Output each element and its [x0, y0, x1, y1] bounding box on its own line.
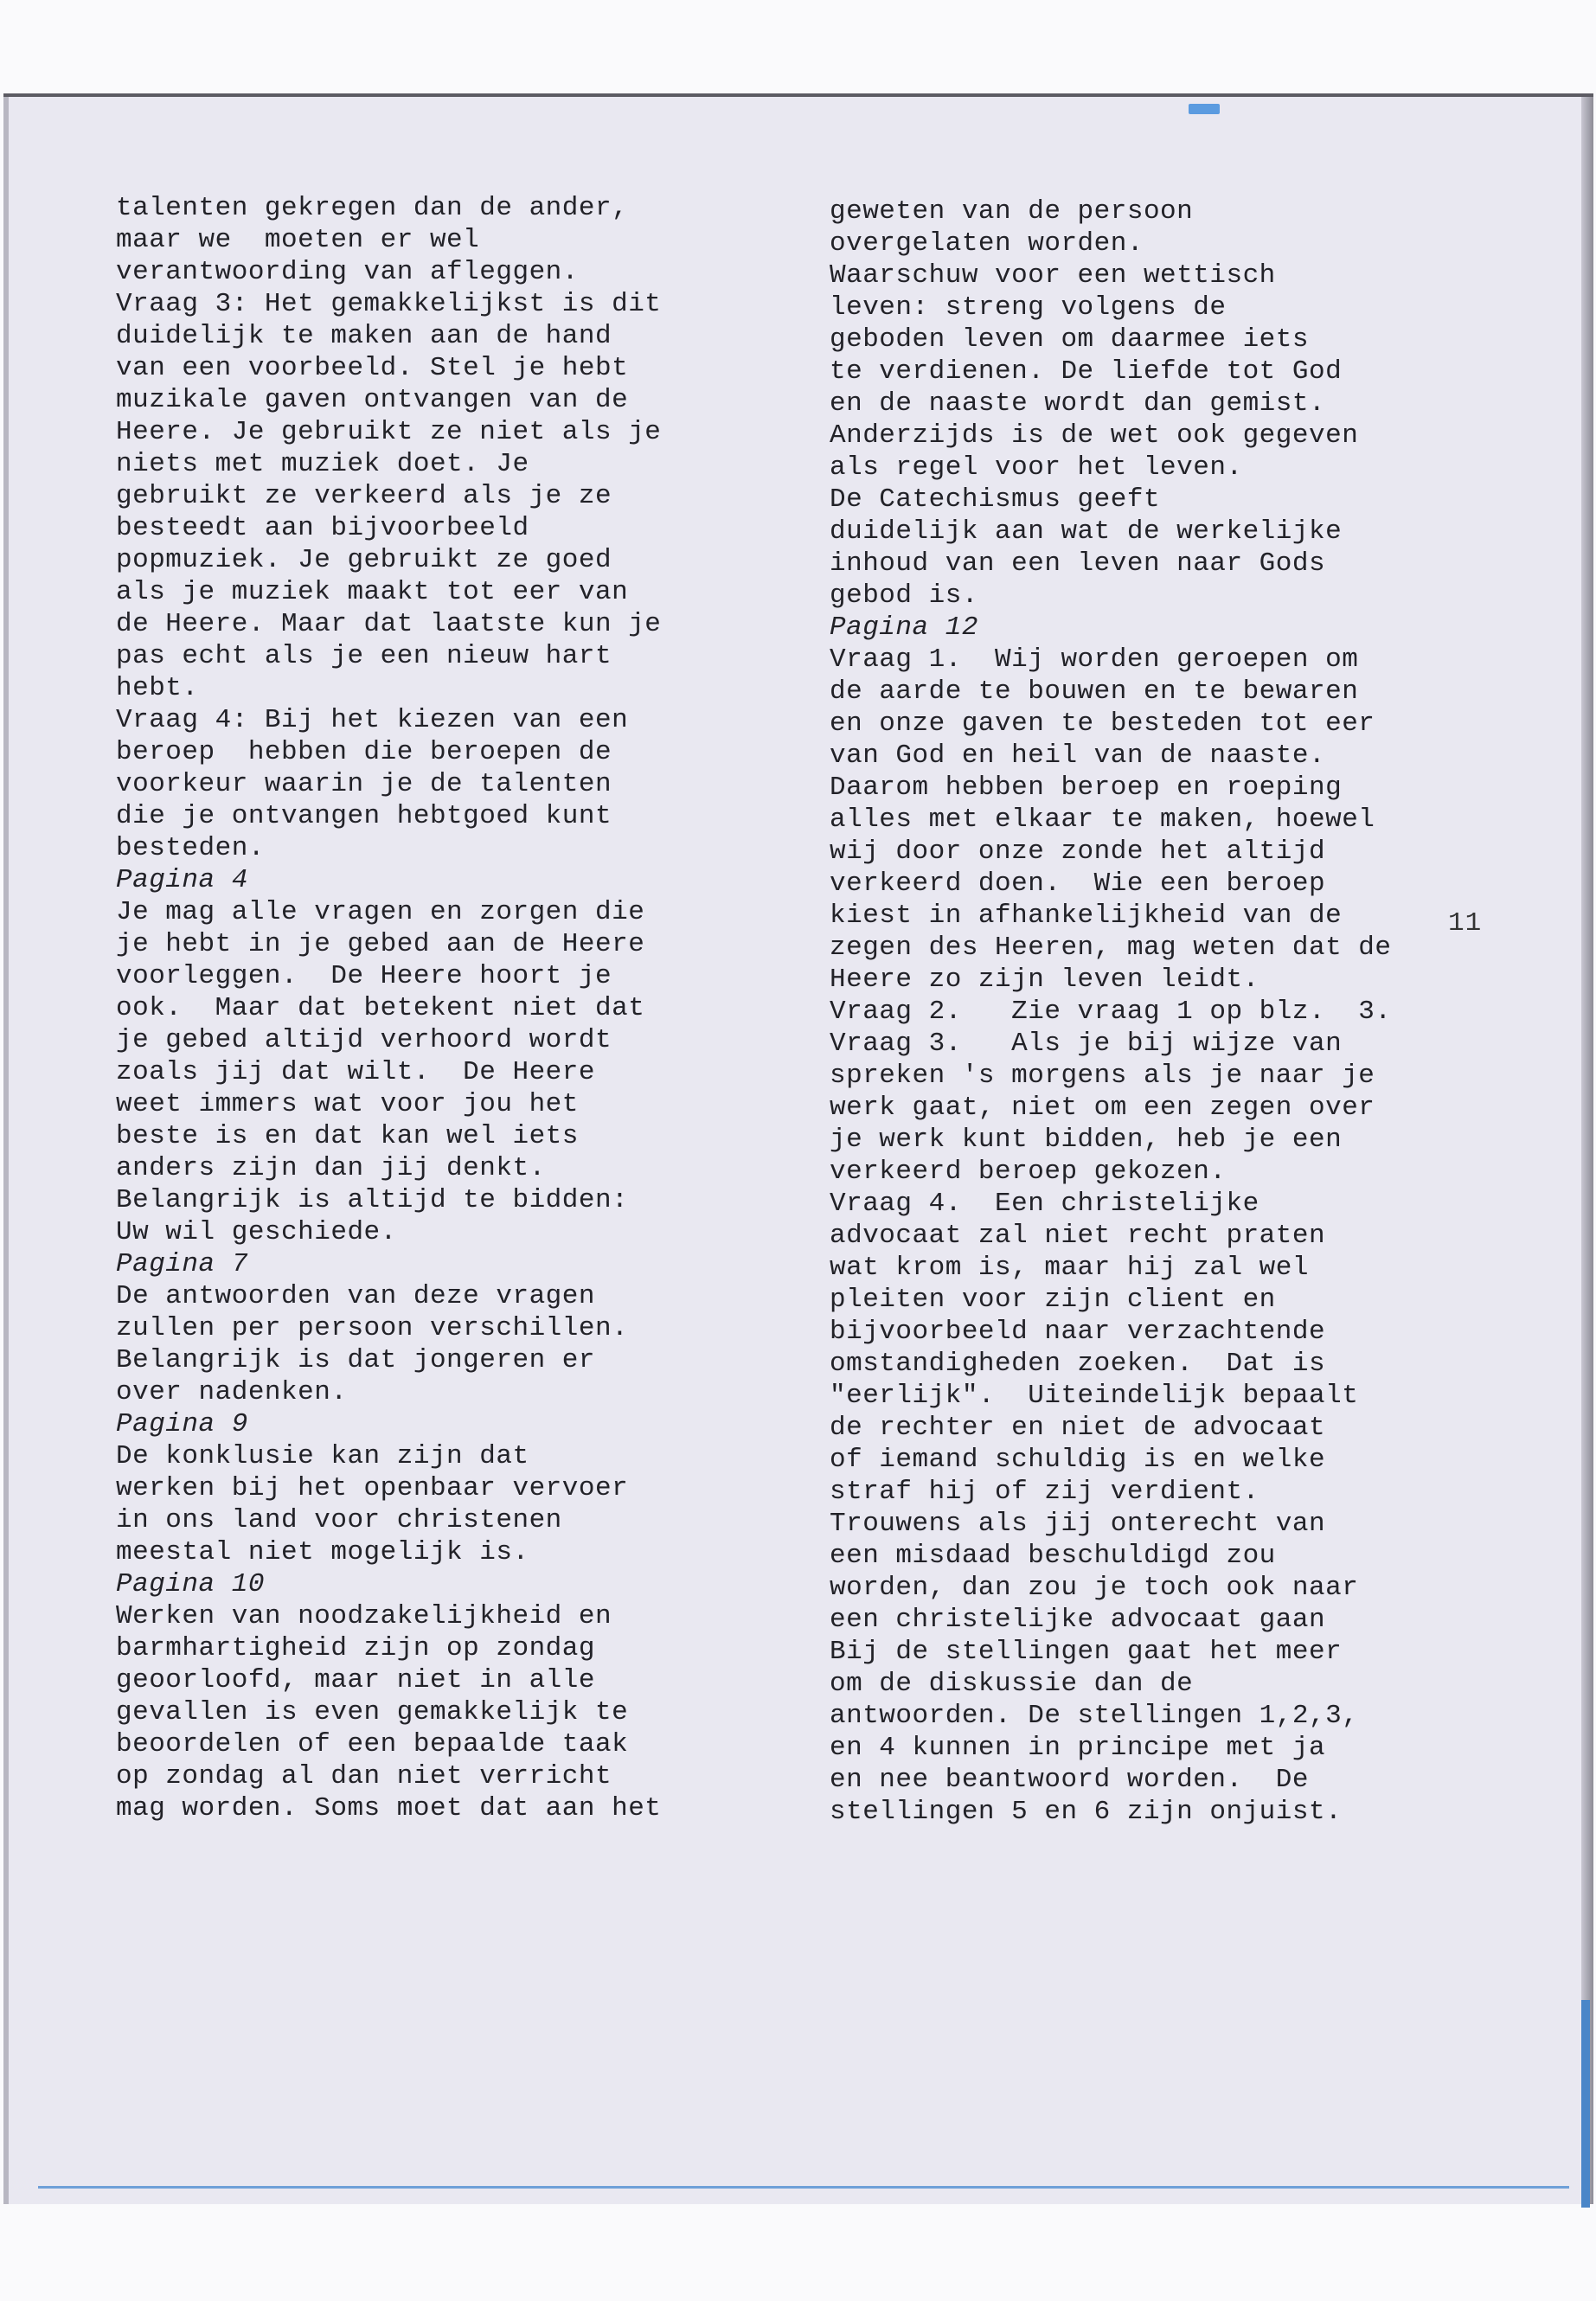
text-line: Bij de stellingen gaat het meer	[830, 1637, 1343, 1667]
text-line: advocaat zal niet recht praten	[830, 1221, 1326, 1251]
page-number: 11	[1448, 908, 1483, 939]
text-line: De antwoorden van deze vragen	[116, 1281, 595, 1311]
text-line: antwoorden. De stellingen 1,2,3,	[830, 1701, 1359, 1731]
text-line: hebt.	[116, 673, 199, 703]
section-heading: Pagina 7	[116, 1249, 248, 1279]
text-line: besteden.	[116, 833, 265, 863]
text-line: gevallen is even gemakkelijk te	[116, 1697, 629, 1727]
text-line: spreken 's morgens als je naar je	[830, 1061, 1375, 1091]
document-page	[3, 93, 1593, 2204]
text-line: zoals jij dat wilt. De Heere	[116, 1057, 595, 1087]
text-line: stellingen 5 en 6 zijn onjuist.	[830, 1797, 1343, 1827]
text-line: popmuziek. Je gebruikt ze goed	[116, 545, 612, 575]
text-line: in ons land voor christenen	[116, 1505, 562, 1535]
text-line: voorkeur waarin je de talenten	[116, 769, 612, 799]
text-line: niets met muziek doet. Je	[116, 449, 529, 479]
text-line: Vraag 1. Wij worden geroepen om	[830, 644, 1359, 675]
text-line: maar we moeten er wel	[116, 225, 480, 255]
text-line: verantwoording van afleggen.	[116, 257, 579, 287]
text-line: Werken van noodzakelijkheid en	[116, 1601, 612, 1631]
text-line: Heere. Je gebruikt ze niet als je	[116, 417, 662, 447]
text-line: Belangrijk is altijd te bidden:	[116, 1185, 629, 1215]
text-line: Daarom hebben beroep en roeping	[830, 772, 1343, 803]
text-line: geoorloofd, maar niet in alle	[116, 1665, 595, 1695]
text-line: Trouwens als jij onterecht van	[830, 1509, 1326, 1539]
text-line: inhoud van een leven naar Gods	[830, 548, 1326, 579]
text-line: duidelijk te maken aan de hand	[116, 321, 612, 351]
text-line: straf hij of zij verdient.	[830, 1477, 1259, 1507]
text-line: omstandigheden zoeken. Dat is	[830, 1349, 1326, 1379]
section-heading: Pagina 10	[116, 1569, 265, 1599]
text-line: je hebt in je gebed aan de Heere	[116, 929, 645, 959]
text-line: worden, dan zou je toch ook naar	[830, 1573, 1359, 1603]
text-line: werken bij het openbaar vervoer	[116, 1473, 629, 1503]
text-line: De konklusie kan zijn dat	[116, 1441, 529, 1471]
text-line: pas echt als je een nieuw hart	[116, 641, 612, 671]
text-line: die je ontvangen hebtgoed kunt	[116, 801, 612, 831]
text-line: "eerlijk". Uiteindelijk bepaalt	[830, 1381, 1359, 1411]
section-heading: Pagina 12	[830, 612, 978, 643]
text-line: ook. Maar dat betekent niet dat	[116, 993, 645, 1023]
text-line: Belangrijk is dat jongeren er	[116, 1345, 595, 1375]
text-line: muzikale gaven ontvangen van de	[116, 385, 629, 415]
text-line: Anderzijds is de wet ook gegeven	[830, 420, 1359, 451]
text-line: leven: streng volgens de	[830, 292, 1227, 323]
text-line: op zondag al dan niet verricht	[116, 1761, 612, 1791]
text-line: als je muziek maakt tot eer van	[116, 577, 629, 607]
text-line: Vraag 4. Een christelijke	[830, 1189, 1259, 1219]
text-line: zullen per persoon verschillen.	[116, 1313, 629, 1343]
text-line: anders zijn dan jij denkt.	[116, 1153, 546, 1183]
bottom-edge-line	[38, 2186, 1569, 2189]
text-line: beroep hebben die beroepen de	[116, 737, 612, 767]
text-line: de Heere. Maar dat laatste kun je	[116, 609, 662, 639]
text-line: een misdaad beschuldigd zou	[830, 1541, 1276, 1571]
text-line: je werk kunt bidden, heb je een	[830, 1125, 1343, 1155]
text-line: werk gaat, niet om een zegen over	[830, 1093, 1375, 1123]
text-line: kiest in afhankelijkheid van de	[830, 901, 1343, 931]
text-line: pleiten voor zijn client en	[830, 1285, 1276, 1315]
text-line: en onze gaven te besteden tot eer	[830, 708, 1375, 739]
text-line: gebod is.	[830, 580, 978, 611]
text-line: Vraag 3. Als je bij wijze van	[830, 1029, 1343, 1059]
text-line: om de diskussie dan de	[830, 1669, 1194, 1699]
text-line: Waarschuw voor een wettisch	[830, 260, 1276, 291]
text-line: overgelaten worden.	[830, 228, 1144, 259]
blue-tape-mark	[1189, 104, 1220, 114]
text-line: als regel voor het leven.	[830, 452, 1243, 483]
text-line: beoordelen of een bepaalde taak	[116, 1729, 629, 1759]
text-line: van een voorbeeld. Stel je hebt	[116, 353, 629, 383]
text-line: voorleggen. De Heere hoort je	[116, 961, 612, 991]
page-outer-edge	[1581, 97, 1593, 2204]
text-line: Je mag alle vragen en zorgen die	[116, 897, 645, 927]
text-line: weet immers wat voor jou het	[116, 1089, 579, 1119]
text-line: meestal niet mogelijk is.	[116, 1537, 529, 1567]
text-line: talenten gekregen dan de ander,	[116, 193, 629, 223]
text-column-left	[116, 192, 791, 1824]
text-line: over nadenken.	[116, 1377, 348, 1407]
text-line: je gebed altijd verhoord wordt	[116, 1025, 612, 1055]
section-heading: Pagina 9	[116, 1409, 248, 1439]
text-line: Vraag 3: Het gemakkelijkst is dit	[116, 289, 662, 319]
text-line: alles met elkaar te maken, hoewel	[830, 804, 1375, 835]
text-line: Uw wil geschiede.	[116, 1217, 397, 1247]
text-line: gebruikt ze verkeerd als je ze	[116, 481, 612, 511]
text-line: Vraag 2. Zie vraag 1 op blz. 3.	[830, 997, 1392, 1027]
text-line: De Catechismus geeft	[830, 484, 1161, 515]
text-line: verkeerd beroep gekozen.	[830, 1157, 1227, 1187]
text-line: barmhartigheid zijn op zondag	[116, 1633, 595, 1663]
text-line: de rechter en niet de advocaat	[830, 1413, 1326, 1443]
text-line: van God en heil van de naaste.	[830, 740, 1326, 771]
text-line: en 4 kunnen in principe met ja	[830, 1733, 1326, 1763]
text-line: wij door onze zonde het altijd	[830, 836, 1326, 867]
blue-edge-mark	[1581, 2000, 1590, 2208]
text-line: te verdienen. De liefde tot God	[830, 356, 1343, 387]
text-line: geweten van de persoon	[830, 196, 1194, 227]
text-line: beste is en dat kan wel iets	[116, 1121, 579, 1151]
text-line: Heere zo zijn leven leidt.	[830, 965, 1259, 995]
text-line: verkeerd doen. Wie een beroep	[830, 868, 1326, 899]
text-line: en de naaste wordt dan gemist.	[830, 388, 1326, 419]
text-column-right	[830, 195, 1522, 1828]
section-heading: Pagina 4	[116, 865, 248, 895]
text-line: de aarde te bouwen en te bewaren	[830, 676, 1359, 707]
text-line: besteedt aan bijvoorbeeld	[116, 513, 529, 543]
text-line: en nee beantwoord worden. De	[830, 1765, 1309, 1795]
page-binding-edge	[3, 97, 9, 2204]
text-line: mag worden. Soms moet dat aan het	[116, 1793, 662, 1823]
text-line: zegen des Heeren, mag weten dat de	[830, 933, 1392, 963]
text-line: geboden leven om daarmee iets	[830, 324, 1309, 355]
text-line: duidelijk aan wat de werkelijke	[830, 516, 1343, 547]
text-line: een christelijke advocaat gaan	[830, 1605, 1326, 1635]
text-line: of iemand schuldig is en welke	[830, 1445, 1326, 1475]
text-line: Vraag 4: Bij het kiezen van een	[116, 705, 629, 735]
text-line: bijvoorbeeld naar verzachtende	[830, 1317, 1326, 1347]
text-line: wat krom is, maar hij zal wel	[830, 1253, 1309, 1283]
